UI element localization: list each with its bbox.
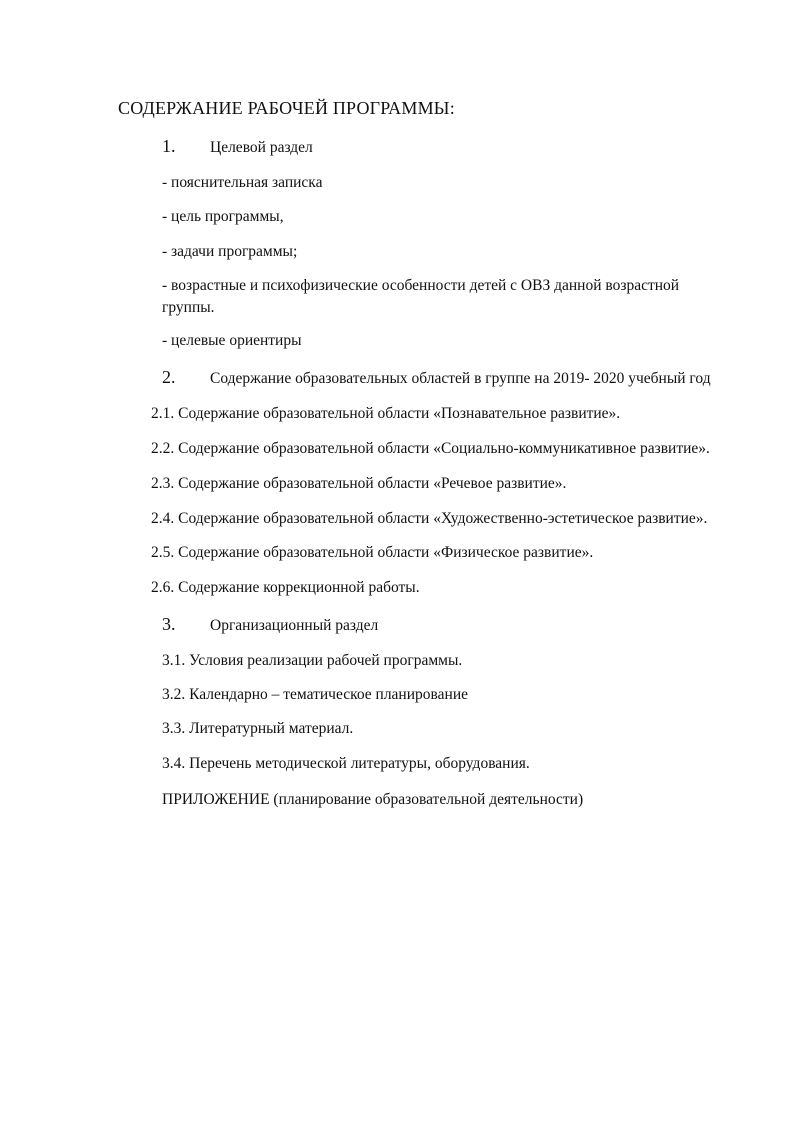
section-1-title: Целевой раздел <box>210 139 313 156</box>
section-1-number: 1. <box>162 136 176 156</box>
section-2-item: 2.2. Содержание образовательной области «Социально-коммуникативное развитие». <box>151 440 710 457</box>
section-3-item: 3.1. Условия реализации рабочей программы. <box>162 652 463 669</box>
section-3-title: Организационный раздел <box>210 617 379 634</box>
document-title: СОДЕРЖАНИЕ РАБОЧЕЙ ПРОГРАММЫ: <box>118 98 455 118</box>
section-3-item: 3.3. Литературный материал. <box>162 720 354 737</box>
section-3-item: 3.2. Календарно – тематическое планирование <box>162 686 468 703</box>
section-1-item: - возрастные и психофизические особенности детей с ОВЗ данной возрастной <box>162 277 680 294</box>
section-1-item: - задачи программы; <box>162 243 298 260</box>
section-2-title: Содержание образовательных областей в группе на 2019- 2020 учебный год <box>210 370 711 387</box>
section-1-item: - пояснительная записка <box>162 174 323 191</box>
section-2-item: 2.5. Содержание образовательной области «Физическое развитие». <box>151 544 594 561</box>
section-1-item: - цель программы, <box>162 208 284 225</box>
appendix-line: ПРИЛОЖЕНИЕ (планирование образовательной деятельности) <box>162 791 584 808</box>
section-2-number: 2. <box>162 367 176 387</box>
section-1-item: группы. <box>162 299 215 316</box>
section-3-number: 3. <box>162 614 176 634</box>
section-1-item: - целевые ориентиры <box>162 332 302 349</box>
section-2-item: 2.4. Содержание образовательной области «Художественно-эстетическое развитие». <box>151 510 708 527</box>
section-2-item: 2.1. Содержание образовательной области «Познавательное развитие». <box>151 405 621 422</box>
section-2-item: 2.3. Содержание образовательной области «Речевое развитие». <box>151 475 567 492</box>
section-3-item: 3.4. Перечень методической литературы, оборудования. <box>162 755 530 772</box>
section-2-item: 2.6. Содержание коррекционной работы. <box>151 579 420 596</box>
